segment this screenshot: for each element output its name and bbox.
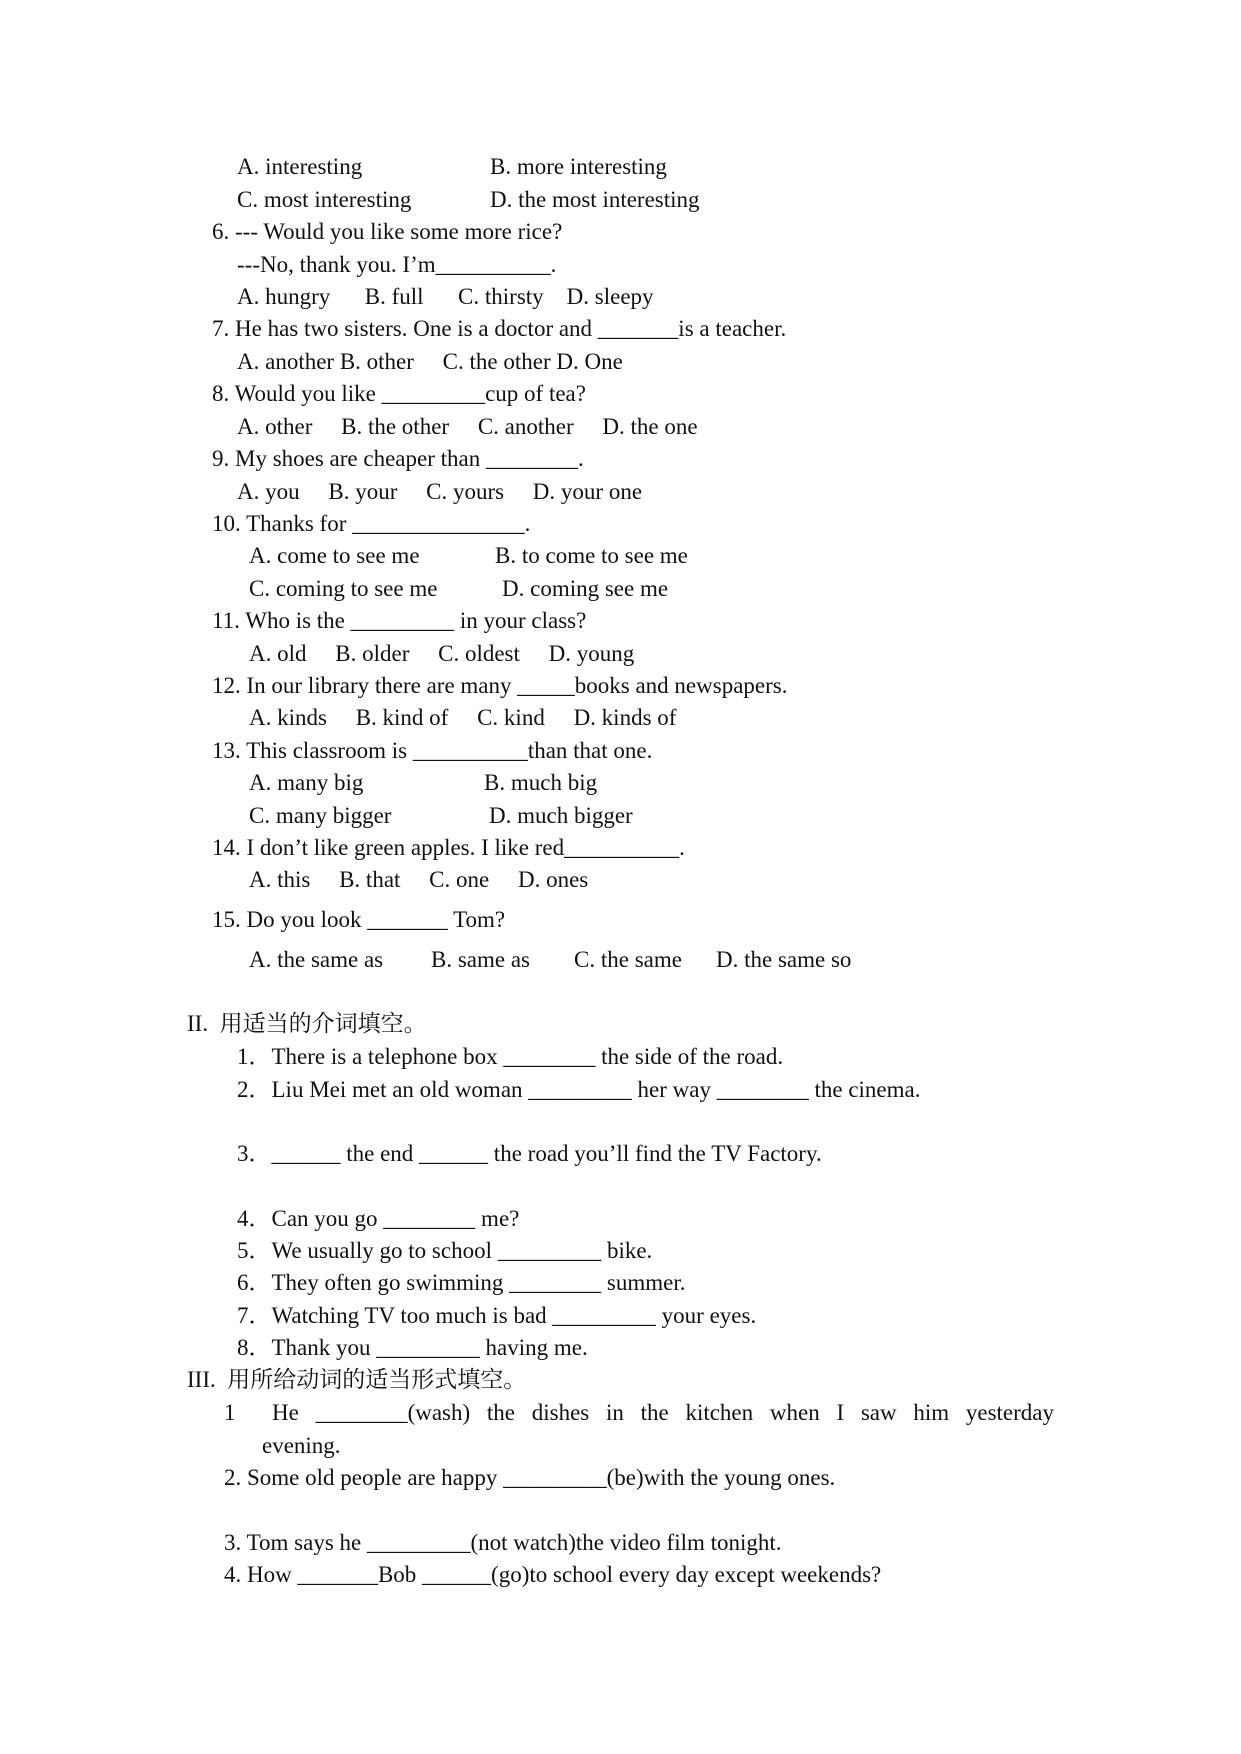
q6-stem: 6. --- Would you like some more rice? bbox=[212, 219, 563, 244]
q8-stem: 8. Would you like _________cup of tea? bbox=[212, 381, 586, 406]
q15-stem: 15. Do you look _______ Tom? bbox=[212, 907, 506, 932]
q10-option-c: C. coming to see me bbox=[249, 576, 438, 601]
q12-stem: 12. In our library there are many _____books and newspapers. bbox=[212, 673, 788, 698]
q11-stem: 11. Who is the _________ in your class? bbox=[212, 608, 587, 633]
q13-option-b: B. much big bbox=[484, 770, 598, 795]
section3-item-4: 4. How _______Bob ______(go)to school every day except weekends? bbox=[224, 1562, 882, 1587]
q15-option-a: A. the same as bbox=[249, 947, 384, 972]
q15-option-c: C. the same bbox=[574, 947, 682, 972]
q5-option-b: B. more interesting bbox=[490, 154, 667, 179]
q15-option-b: B. same as bbox=[431, 947, 531, 972]
section2-item-2: 2．Liu Mei met an old woman _________ her way ________ the cinema. bbox=[237, 1077, 921, 1102]
q9-stem: 9. My shoes are cheaper than ________. bbox=[212, 446, 584, 471]
q10-option-b: B. to come to see me bbox=[495, 543, 688, 568]
section3-item-1-continuation: evening. bbox=[262, 1433, 341, 1458]
q13-option-c: C. many bigger bbox=[249, 803, 392, 828]
q5-option-c: C. most interesting bbox=[237, 187, 412, 212]
section2-item-1: 1．There is a telephone box ________ the side of the road. bbox=[237, 1044, 784, 1069]
q10-option-a: A. come to see me bbox=[249, 543, 420, 568]
section2-item-7: 7．Watching TV too much is bad _________ your eyes. bbox=[237, 1303, 757, 1328]
q7-stem: 7. He has two sisters. One is a doctor and _______is a teacher. bbox=[212, 316, 787, 341]
section3-heading: III. 用所给动词的适当形式填空。 bbox=[187, 1367, 527, 1392]
q6-response: ---No, thank you. I’m__________. bbox=[237, 252, 557, 277]
section2-item-8: 8．Thank you _________ having me. bbox=[237, 1335, 588, 1360]
section3-item-2: 2. Some old people are happy _________(be)with the young ones. bbox=[224, 1465, 836, 1490]
q5-option-a: A. interesting bbox=[237, 154, 363, 179]
q9-options: A. you B. your C. yours D. your one bbox=[237, 479, 643, 504]
section2-item-6: 6．They often go swimming ________ summer. bbox=[237, 1270, 686, 1295]
q13-option-d: D. much bigger bbox=[489, 803, 633, 828]
q14-stem: 14. I don’t like green apples. I like red__________. bbox=[212, 835, 685, 860]
section2-item-5: 5．We usually go to school _________ bike. bbox=[237, 1238, 653, 1263]
q12-options: A. kinds B. kind of C. kind D. kinds of bbox=[249, 705, 677, 730]
section2-item-4: 4．Can you go ________ me? bbox=[237, 1206, 520, 1231]
section2-heading: II. 用适当的介词填空。 bbox=[187, 1011, 427, 1036]
q14-options: A. this B. that C. one D. ones bbox=[249, 867, 589, 892]
section3-item-1-number: 1 bbox=[224, 1400, 236, 1425]
q15-option-d: D. the same so bbox=[716, 947, 852, 972]
q7-options: A. another B. other C. the other D. One bbox=[237, 349, 623, 374]
q6-options: A. hungry B. full C. thirsty D. sleepy bbox=[237, 284, 654, 309]
q11-options: A. old B. older C. oldest D. young bbox=[249, 641, 635, 666]
section2-item-3: 3．______ the end ______ the road you’ll find the TV Factory. bbox=[237, 1141, 822, 1166]
q10-option-d: D. coming see me bbox=[502, 576, 669, 601]
q8-options: A. other B. the other C. another D. the one bbox=[237, 414, 698, 439]
q13-option-a: A. many big bbox=[249, 770, 364, 795]
q10-stem: 10. Thanks for _______________. bbox=[212, 511, 531, 536]
q5-option-d: D. the most interesting bbox=[490, 187, 700, 212]
section3-item-3: 3. Tom says he _________(not watch)the video film tonight. bbox=[224, 1530, 782, 1555]
q13-stem: 13. This classroom is __________than that one. bbox=[212, 738, 653, 763]
section3-item-1-text: He ________(wash) the dishes in the kitchen when I saw him yesterday bbox=[272, 1400, 1055, 1425]
